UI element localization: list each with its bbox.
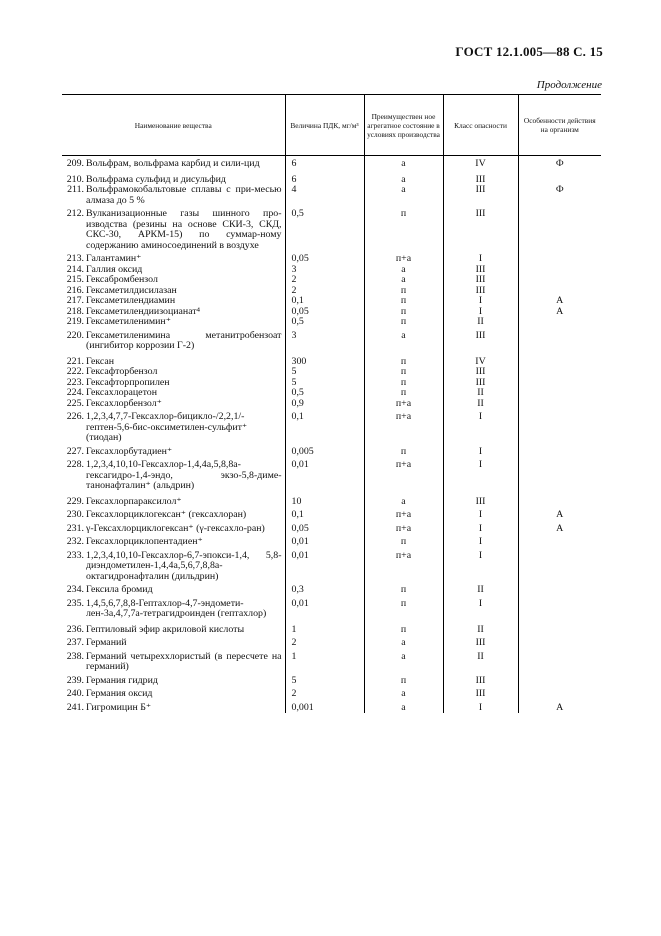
row-number: 238.	[66, 650, 84, 662]
state-cell: п	[364, 388, 443, 399]
substance-name: Гексаметилендиизоцианат⁴	[86, 305, 201, 317]
substance-name-cell	[62, 649, 285, 673]
state-cell: п+а	[364, 507, 443, 521]
hazard-class-cell: I	[443, 596, 518, 620]
state-cell: п	[364, 317, 443, 328]
state-cell: а	[364, 700, 443, 714]
features-cell: А	[518, 507, 601, 521]
pdk-value-cell: 0,01	[285, 534, 364, 548]
table-row	[62, 686, 601, 700]
pdk-value-cell: 2	[285, 275, 364, 286]
row-number: 220.	[66, 329, 84, 341]
features-cell	[518, 328, 601, 352]
table-row	[62, 673, 601, 687]
state-cell: а	[364, 156, 443, 170]
state-cell: а	[364, 649, 443, 673]
features-cell	[518, 673, 601, 687]
substance-name: Германий	[86, 637, 127, 648]
row-number: 230.	[66, 509, 84, 520]
substance-name-cell	[62, 317, 285, 328]
substance-name-cell	[62, 409, 285, 444]
col-header-state: Преимуществен ное агрегатное состояние в условиях производства	[364, 95, 443, 156]
hazard-class-cell: I	[443, 296, 518, 307]
hazard-class-cell: III	[443, 378, 518, 389]
pdk-value-cell: 0,5	[285, 206, 364, 251]
substance-name: Гексахлорбензол⁺	[86, 397, 162, 409]
hazard-class-cell: I	[443, 307, 518, 318]
features-cell	[518, 367, 601, 378]
pdk-value-cell: 0,05	[285, 307, 364, 318]
row-number: 214.	[66, 263, 84, 275]
pdk-value-cell: 6	[285, 156, 364, 170]
features-cell	[518, 649, 601, 673]
hazard-class-cell: III	[443, 635, 518, 649]
substance-name-cell	[62, 507, 285, 521]
substance-name: Германия гидрид	[86, 674, 158, 686]
table-row	[62, 492, 601, 508]
features-cell	[518, 317, 601, 328]
features-cell	[518, 251, 601, 265]
substance-name-cell	[62, 352, 285, 368]
row-number: 227.	[66, 445, 84, 457]
substance-name: Гексахлорацетон	[86, 387, 157, 398]
table-row	[62, 185, 601, 206]
table-row	[62, 457, 601, 492]
substance-name: Гексахлорциклопентадиен⁺	[86, 536, 203, 547]
substance-name: Галлия оксид	[86, 263, 143, 275]
state-cell: п	[364, 582, 443, 596]
pdk-value-cell: 1	[285, 649, 364, 673]
table-row	[62, 596, 601, 620]
state-cell: а	[364, 185, 443, 206]
features-cell	[518, 635, 601, 649]
features-cell	[518, 492, 601, 508]
pdk-value-cell: 0,1	[285, 409, 364, 444]
substance-name-cell	[62, 399, 285, 410]
pdk-value-cell: 3	[285, 265, 364, 276]
state-cell: п	[364, 206, 443, 251]
pdk-value-cell: 0,01	[285, 548, 364, 583]
hazard-class-cell: IV	[443, 352, 518, 368]
substance-name: Вулканизационные газы шинного про-изводства (резины на основе СКИ-3, СКД, СКС-30, АРКМ-15) по суммар-ному содержанию аминосоединений в воздухе	[86, 208, 282, 251]
pdk-value-cell: 0,01	[285, 457, 364, 492]
row-number: 215.	[66, 274, 84, 285]
pdk-value-cell: 0,001	[285, 700, 364, 714]
row-number: 229.	[66, 495, 84, 507]
substance-name: Германия оксид	[86, 688, 153, 699]
hazard-class-cell: II	[443, 649, 518, 673]
substance-name: Германий четыреххлористый (в пересчете на германий)	[86, 650, 282, 672]
state-cell: п	[364, 596, 443, 620]
pdk-value-cell: 300	[285, 352, 364, 368]
state-cell: п+а	[364, 409, 443, 444]
features-cell	[518, 399, 601, 410]
features-cell	[518, 388, 601, 399]
state-cell: п	[364, 286, 443, 297]
hazard-class-cell: III	[443, 328, 518, 352]
row-number: 212.	[66, 208, 84, 219]
hazard-class-cell: III	[443, 686, 518, 700]
state-cell: а	[364, 328, 443, 352]
pdk-value-cell: 6	[285, 170, 364, 186]
features-cell	[518, 596, 601, 620]
pdk-value-cell: 0,05	[285, 521, 364, 535]
state-cell: п+а	[364, 251, 443, 265]
row-number: 223.	[66, 376, 84, 388]
row-number: 240.	[66, 688, 84, 699]
state-cell: п	[364, 673, 443, 687]
row-number: 219.	[66, 316, 84, 327]
pdk-value-cell: 10	[285, 492, 364, 508]
hazard-class-cell: II	[443, 620, 518, 636]
row-number: 211.	[67, 184, 84, 195]
features-cell	[518, 620, 601, 636]
features-cell: А	[518, 521, 601, 535]
substance-name-cell	[62, 492, 285, 508]
substance-name-cell	[62, 596, 285, 620]
hazard-class-cell: III	[443, 170, 518, 186]
substance-name-cell	[62, 673, 285, 687]
pdk-value-cell: 4	[285, 185, 364, 206]
state-cell: п	[364, 444, 443, 458]
substance-name: Гексабромбензол	[86, 274, 158, 285]
features-cell	[518, 378, 601, 389]
table-row	[62, 582, 601, 596]
state-cell: п	[364, 307, 443, 318]
pdk-value-cell: 2	[285, 635, 364, 649]
state-cell: п	[364, 367, 443, 378]
features-cell	[518, 206, 601, 251]
substance-name: Вольфрама сульфид и дисульфид	[86, 173, 226, 185]
state-cell: п	[364, 534, 443, 548]
pdk-value-cell: 0,1	[285, 507, 364, 521]
features-cell	[518, 548, 601, 583]
table-row	[62, 328, 601, 352]
pdk-value-cell: 0,05	[285, 251, 364, 265]
substance-name: 1,2,3,4,10,10-Гексахлор-6,7-эпокси-1,4, 5,8-диэндометилен-1,4,4а,5,6,7,8,8а-октагидронафталин (дильдрин)	[86, 549, 282, 582]
substance-name-cell	[62, 635, 285, 649]
row-number: 228.	[66, 459, 84, 470]
substance-name-cell	[62, 582, 285, 596]
pdk-value-cell: 0,005	[285, 444, 364, 458]
state-cell: а	[364, 686, 443, 700]
hazard-class-cell: III	[443, 275, 518, 286]
col-header-features: Особенности действия на организм	[518, 95, 601, 156]
hazard-class-cell: II	[443, 582, 518, 596]
row-number: 218.	[66, 305, 84, 317]
features-cell	[518, 352, 601, 368]
state-cell: п+а	[364, 399, 443, 410]
hazard-class-cell: I	[443, 548, 518, 583]
substance-name: Гексила бромид	[86, 584, 153, 595]
substance-name-cell	[62, 700, 285, 714]
state-cell: п+а	[364, 457, 443, 492]
col-header-class: Класс опасности	[443, 95, 518, 156]
features-cell	[518, 170, 601, 186]
pdk-value-cell: 5	[285, 673, 364, 687]
features-cell: А	[518, 700, 601, 714]
row-number: 224.	[66, 387, 84, 398]
hazard-class-cell: I	[443, 444, 518, 458]
pdk-value-cell: 1	[285, 620, 364, 636]
substance-name: Гексаметилдисилазан	[86, 284, 177, 296]
features-cell: Ф	[518, 156, 601, 170]
state-cell: п+а	[364, 548, 443, 583]
table-row	[62, 620, 601, 636]
substance-name: 1,2,3,4,7,7-Гексахлор-бицикло-/2,2,1/-гептен-5,6-бис-оксиметилен-сульфит⁺ (тиодан)	[86, 411, 248, 443]
state-cell: п	[364, 296, 443, 307]
state-cell: а	[364, 492, 443, 508]
table-row	[62, 521, 601, 535]
table-row	[62, 156, 601, 170]
features-cell	[518, 534, 601, 548]
table-row	[62, 317, 601, 328]
hazard-class-cell: I	[443, 521, 518, 535]
hazard-class-cell: I	[443, 457, 518, 492]
substance-name: 1,2,3,4,10,10-Гексахлор-1,4,4а,5,8,8а-гексагидро-1,4-эндо, экзо-5,8-диме-танонафталин⁺ (альдрин)	[86, 459, 282, 491]
table-row	[62, 409, 601, 444]
features-cell	[518, 686, 601, 700]
table-row	[62, 534, 601, 548]
substance-name: Гексаметиленимин⁺	[86, 316, 171, 327]
substance-name: Гексафторпропилен	[86, 376, 170, 388]
hazard-class-cell: III	[443, 206, 518, 251]
row-number: 217.	[66, 295, 84, 306]
hazard-class-cell: III	[443, 286, 518, 297]
hazard-class-cell: II	[443, 388, 518, 399]
substance-name: Вольфрам, вольфрама карбид и сили-цид	[86, 158, 260, 169]
hazard-class-cell: III	[443, 673, 518, 687]
pdk-value-cell: 0,9	[285, 399, 364, 410]
state-cell: п	[364, 378, 443, 389]
state-cell: а	[364, 635, 443, 649]
substance-name-cell	[62, 548, 285, 583]
pdk-value-cell: 2	[285, 686, 364, 700]
table-row	[62, 635, 601, 649]
row-number: 222.	[66, 366, 84, 377]
substance-name-cell	[62, 444, 285, 458]
pdk-value-cell: 5	[285, 378, 364, 389]
row-number: 241.	[66, 701, 84, 713]
substance-name: Гексаметилендиамин	[86, 295, 176, 306]
substance-name: Галантамин⁺	[86, 253, 142, 264]
features-cell	[518, 275, 601, 286]
table-row	[62, 206, 601, 251]
features-cell: А	[518, 296, 601, 307]
features-cell	[518, 409, 601, 444]
row-number: 210.	[66, 173, 84, 185]
pdk-value-cell: 0,1	[285, 296, 364, 307]
features-cell	[518, 457, 601, 492]
substance-name: Гексан	[86, 355, 115, 367]
substances-table	[62, 94, 601, 713]
substance-name-cell	[62, 328, 285, 352]
features-cell	[518, 444, 601, 458]
table-row	[62, 251, 601, 265]
row-number: 225.	[66, 397, 84, 409]
table-header-row	[62, 95, 601, 156]
substance-name-cell	[62, 457, 285, 492]
hazard-class-cell: III	[443, 185, 518, 206]
row-number: 231.	[66, 522, 84, 534]
hazard-class-cell: III	[443, 367, 518, 378]
continuation-label: Продолжение	[536, 79, 602, 91]
substance-name-cell	[62, 206, 285, 251]
substance-name: Гексахлорпараксилол⁺	[86, 495, 182, 507]
substance-name-cell	[62, 156, 285, 170]
row-number: 221.	[66, 355, 84, 367]
features-cell	[518, 265, 601, 276]
col-header-name: Наименование вещества	[62, 95, 285, 156]
substance-name-cell	[62, 534, 285, 548]
col-header-pdk: Величина ПДК, мг/м³	[285, 95, 364, 156]
row-number: 232.	[66, 536, 84, 547]
row-number: 216.	[66, 284, 84, 296]
row-number: 235.	[66, 597, 84, 609]
hazard-class-cell: I	[443, 534, 518, 548]
substance-name: Гептиловый эфир акриловой кислоты	[86, 623, 245, 635]
page-header: ГОСТ 12.1.005—88 С. 15	[455, 44, 603, 59]
table-row	[62, 700, 601, 714]
substance-name: Гексахлорциклогексан⁺ (гексахлоран)	[86, 509, 247, 520]
table-row	[62, 170, 601, 186]
table-row	[62, 548, 601, 583]
substance-name: Гексафторбензол	[86, 366, 158, 377]
substance-name: Гексахлорбутадиен⁺	[86, 445, 173, 457]
table-row	[62, 507, 601, 521]
pdk-value-cell: 2	[285, 286, 364, 297]
pdk-value-cell: 0,3	[285, 582, 364, 596]
row-number: 226.	[66, 411, 84, 422]
features-cell: Ф	[518, 185, 601, 206]
substance-name-cell	[62, 251, 285, 265]
row-number: 209.	[66, 158, 84, 169]
row-number: 233.	[66, 549, 84, 561]
hazard-class-cell: I	[443, 251, 518, 265]
pdk-value-cell: 5	[285, 367, 364, 378]
row-number: 236.	[66, 623, 84, 635]
substance-name: Вольфрамокобальтовые сплавы с при-месью алмаза до 5 %	[86, 184, 282, 206]
hazard-class-cell: I	[443, 507, 518, 521]
pdk-value-cell: 0,01	[285, 596, 364, 620]
substance-name-cell	[62, 185, 285, 206]
state-cell: а	[364, 170, 443, 186]
substance-name: γ-Гексахлорциклогексан⁺ (γ-гексахло-ран)	[86, 522, 265, 534]
state-cell: а	[364, 275, 443, 286]
state-cell: п	[364, 352, 443, 368]
features-cell: А	[518, 307, 601, 318]
hazard-class-cell: II	[443, 399, 518, 410]
state-cell: а	[364, 265, 443, 276]
hazard-class-cell: I	[443, 409, 518, 444]
substance-name: 1,4,5,6,7,8,8-Гептахлор-4,7-эндомети-лен-3а,4,7,7а-тетрагидроинден (гептахлор)	[86, 597, 267, 619]
table-row	[62, 352, 601, 368]
table-row	[62, 649, 601, 673]
hazard-class-cell: I	[443, 700, 518, 714]
hazard-class-cell: II	[443, 317, 518, 328]
state-cell: п+а	[364, 521, 443, 535]
hazard-class-cell: IV	[443, 156, 518, 170]
row-number: 213.	[66, 253, 84, 264]
state-cell: п	[364, 620, 443, 636]
pdk-value-cell: 0,5	[285, 317, 364, 328]
table-body	[62, 156, 601, 714]
row-number: 239.	[66, 674, 84, 686]
row-number: 234.	[66, 584, 84, 595]
table-row	[62, 444, 601, 458]
substance-name-cell	[62, 686, 285, 700]
substance-name-cell	[62, 521, 285, 535]
substance-name: Гексаметиленимина метанитробензоат (ингибитор коррозии Г-2)	[86, 329, 282, 351]
substance-name-cell	[62, 620, 285, 636]
hazard-class-cell: III	[443, 492, 518, 508]
hazard-class-cell: III	[443, 265, 518, 276]
substance-name-cell	[62, 170, 285, 186]
pdk-value-cell: 0,5	[285, 388, 364, 399]
pdk-value-cell: 3	[285, 328, 364, 352]
table-row	[62, 399, 601, 410]
features-cell	[518, 582, 601, 596]
substance-name: Гигромицин Б⁺	[86, 701, 152, 713]
row-number: 237.	[66, 637, 84, 648]
